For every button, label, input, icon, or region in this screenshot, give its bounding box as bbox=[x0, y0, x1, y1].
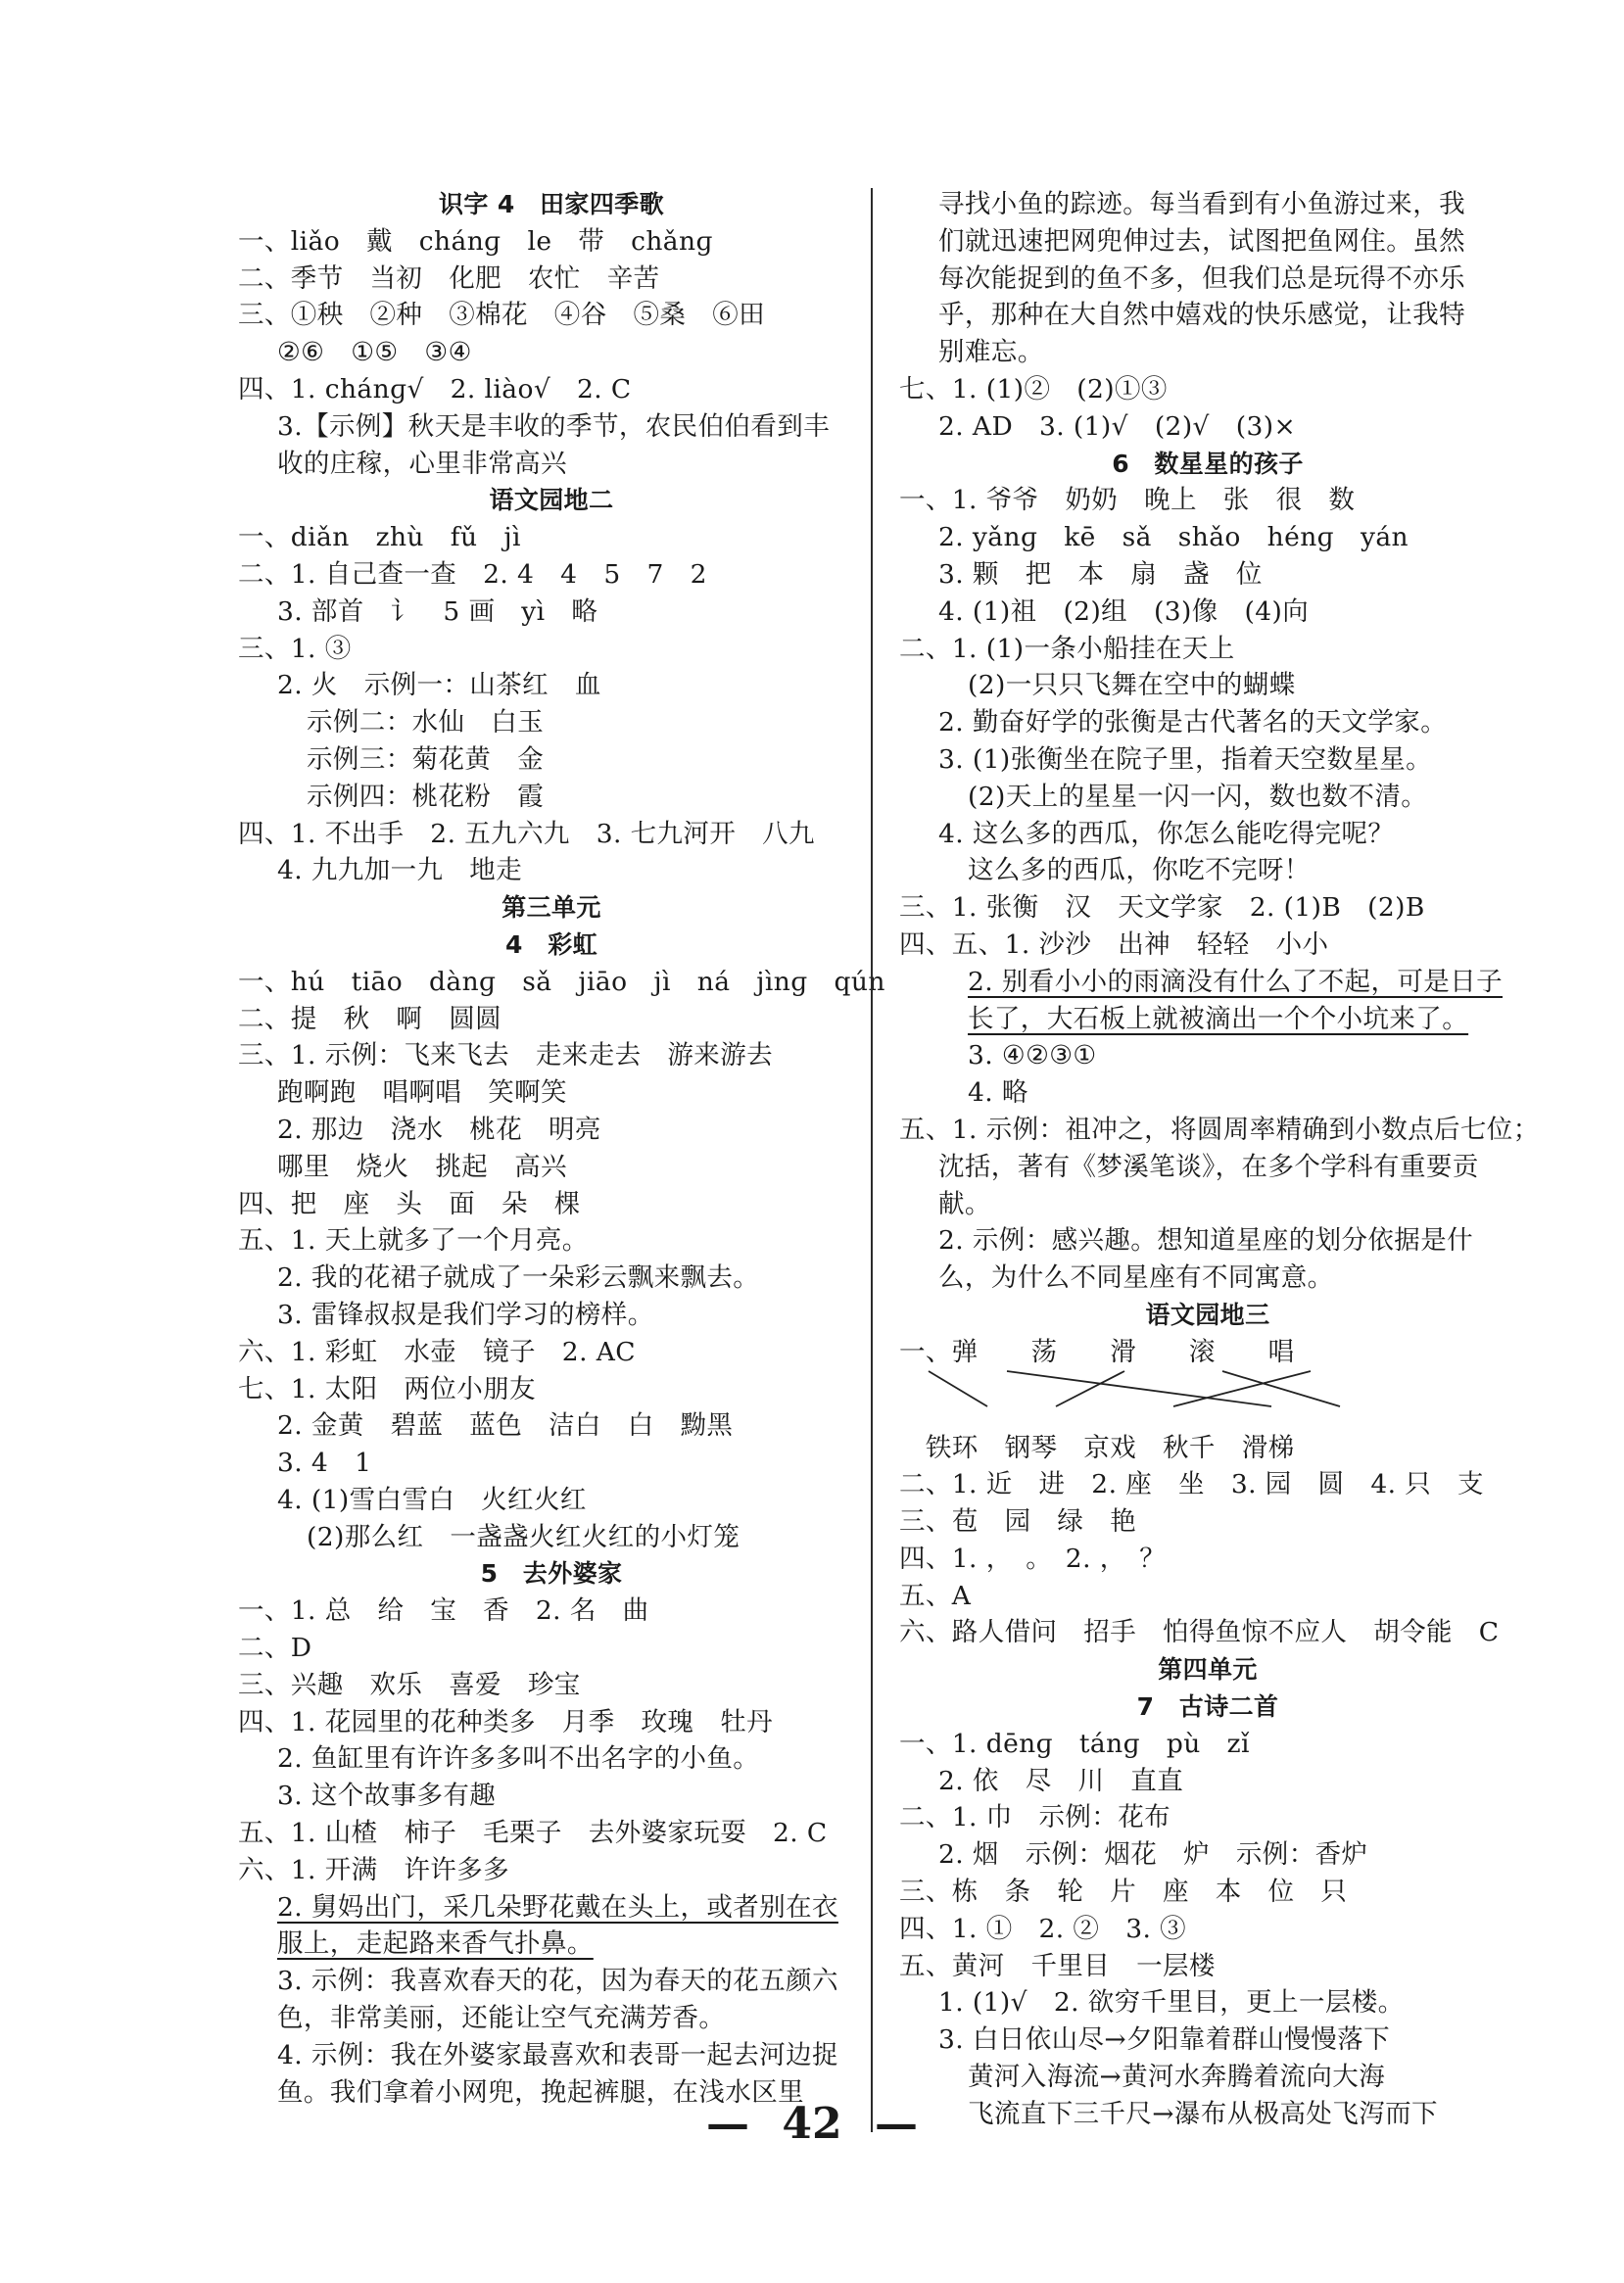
answer-line: 一、liǎo 戴 chánɡ le 带 chǎnɡ bbox=[238, 225, 713, 257]
match-line-2 bbox=[1007, 1371, 1271, 1406]
section-heading: 7 古诗二首 bbox=[1136, 1692, 1279, 1722]
answer-line: 3. ④②③① bbox=[968, 1040, 1097, 1071]
answer-line: 2. 鱼缸里有许许多多叫不出名字的小鱼。 bbox=[277, 1743, 760, 1775]
answer-line: 3. (1)张衡坐在院子里，指着天空数星星。 bbox=[938, 743, 1433, 775]
footer-dash-right: — bbox=[874, 2099, 918, 2149]
answer-line: 示例四：桃花粉 霞 bbox=[307, 781, 545, 812]
answer-line: 4. 九九加一九 地走 bbox=[277, 855, 523, 886]
answer-line: 2. AD 3. (1)√ (2)√ (3)× bbox=[938, 410, 1297, 442]
answer-line: 沈括，著有《梦溪笔谈》，在多个学科有重要贡 bbox=[938, 1151, 1479, 1182]
answer-line: ②⑥ ①⑤ ③④ bbox=[277, 337, 472, 368]
answer-line: 2. 舅妈出门，采几朵野花戴在头上，或者别在衣 bbox=[277, 1891, 838, 1923]
answer-line: 一、hú tiāo dànɡ sǎ jiāo jì ná jìnɡ qún bbox=[238, 966, 885, 997]
section-heading: 语文园地二 bbox=[489, 486, 614, 515]
answer-line: 三、①秧 ②种 ③棉花 ④谷 ⑤桑 ⑥田 bbox=[238, 300, 765, 331]
answer-line: 3.【示例】秋天是丰收的季节，农民伯伯看到丰 bbox=[277, 410, 831, 442]
answer-line: 飞流直下三千尺→瀑布从极高处飞泻而下 bbox=[968, 2098, 1438, 2129]
answer-line: 二、1. 巾 示例：花布 bbox=[899, 1802, 1171, 1833]
answer-line: 三、栋 条 轮 片 座 本 位 只 bbox=[899, 1877, 1348, 1908]
answer-line: 收的庄稼，心里非常高兴 bbox=[277, 448, 567, 479]
right-column bbox=[899, 186, 1540, 2133]
section-heading: 第三单元 bbox=[502, 893, 601, 923]
answer-line: 别难忘。 bbox=[938, 337, 1044, 368]
answer-line: 三、1. 示例：飞来飞去 走来走去 游来游去 bbox=[238, 1040, 774, 1071]
answer-line: 3. 雷锋叔叔是我们学习的榜样。 bbox=[277, 1299, 654, 1330]
answer-line: 1. (1)√ 2. 欲穷千里目，更上一层楼。 bbox=[938, 1987, 1405, 2019]
answer-line: 六、1. 开满 许许多多 bbox=[238, 1854, 510, 1885]
answer-line: 乎，那种在大自然中嬉戏的快乐感觉，让我特 bbox=[938, 300, 1465, 331]
answer-line: 三、苞 园 绿 艳 bbox=[899, 1506, 1137, 1538]
answer-line: 铁环 钢琴 京戏 秋千 滑梯 bbox=[899, 1432, 1295, 1463]
answer-line: 们就迅速把网兜伸过去，试图把鱼网住。虽然 bbox=[938, 225, 1465, 257]
answer-line: 七、1. 太阳 两位小朋友 bbox=[238, 1373, 536, 1404]
matching-lines-svg bbox=[899, 1363, 1350, 1412]
left-column bbox=[238, 186, 885, 2111]
answer-line: 4. 示例：我在外婆家最喜欢和表哥一起去河边捉 bbox=[277, 2039, 838, 2070]
answer-line: 3. 白日依山尽→夕阳靠着群山慢慢落下 bbox=[938, 2024, 1391, 2056]
answer-line: 4. 这么多的西瓜，你怎么能吃得完呢？ bbox=[938, 818, 1395, 849]
answer-line: 二、1. (1)一条小船挂在天上 bbox=[899, 633, 1235, 664]
answer-line: 2. 依 尽 川 直直 bbox=[938, 1765, 1184, 1796]
answer-line: 五、A bbox=[899, 1580, 972, 1611]
section-heading: 语文园地三 bbox=[1145, 1300, 1270, 1329]
answer-line: 2. 那边 浇水 桃花 明亮 bbox=[277, 1114, 601, 1145]
answer-line: 3. 4 1 bbox=[277, 1448, 372, 1479]
answer-line: 二、D bbox=[238, 1633, 312, 1664]
answer-line: (2)天上的星星一闪一闪，数也数不清。 bbox=[968, 781, 1428, 812]
answer-line: (2)一只只飞舞在空中的蝴蝶 bbox=[968, 670, 1296, 701]
answer-line: 二、季节 当初 化肥 农忙 辛苦 bbox=[238, 262, 660, 294]
section-heading: 识字 4 田家四季歌 bbox=[438, 190, 665, 218]
answer-line: 长了，大石板上就被滴出一个个小坑来了。 bbox=[968, 1003, 1469, 1034]
answer-line: 一、1. 爷爷 奶奶 晚上 张 很 数 bbox=[899, 485, 1356, 516]
column-divider bbox=[871, 188, 873, 2132]
answer-line: 这么多的西瓜，你吃不完呀！ bbox=[968, 855, 1311, 886]
answer-line: 跑啊跑 唱啊唱 笑啊笑 bbox=[277, 1077, 567, 1109]
answer-line: 3. 这个故事多有趣 bbox=[277, 1781, 497, 1812]
answer-line: 四、1. 不出手 2. 五九六九 3. 七九河开 八九 bbox=[238, 818, 815, 849]
answer-line: 一、1. 总 给 宝 香 2. 名 曲 bbox=[238, 1595, 649, 1627]
answer-line: 三、兴趣 欢乐 喜爱 珍宝 bbox=[238, 1669, 581, 1700]
answer-line: 四、把 座 头 面 朵 棵 bbox=[238, 1188, 581, 1219]
answer-line: 服上，走起路来香气扑鼻。 bbox=[277, 1928, 594, 1960]
answer-line: 五、1. 示例：祖冲之，将圆周率精确到小数点后七位； bbox=[899, 1114, 1540, 1145]
answer-line: 四、1. ， 。 2. ， ？ bbox=[899, 1543, 1167, 1574]
answer-line: 三、1. 张衡 汉 天文学家 2. (1)B (2)B bbox=[899, 892, 1425, 924]
answer-line: 黄河入海流→黄河水奔腾着流向大海 bbox=[968, 2062, 1386, 2093]
answer-line: 色，非常美丽，还能让空气充满芳香。 bbox=[277, 2003, 726, 2034]
answer-line: 五、1. 山楂 柿子 毛栗子 去外婆家玩耍 2. C bbox=[238, 1818, 828, 1849]
answer-line: 三、1. ③ bbox=[238, 633, 352, 664]
section-heading: 6 数星星的孩子 bbox=[1112, 449, 1304, 478]
footer-dash-left: — bbox=[706, 2099, 750, 2149]
section-heading: 5 去外婆家 bbox=[480, 1559, 623, 1589]
answer-line: 四、五、1. 沙沙 出神 轻轻 小小 bbox=[899, 928, 1329, 960]
answer-line: 么，为什么不同星座有不同寓意。 bbox=[938, 1262, 1334, 1294]
matching-lines bbox=[899, 1371, 1516, 1430]
answer-line: 每次能捉到的鱼不多，但我们总是玩得不亦乐 bbox=[938, 262, 1465, 294]
answer-line: 4. (1)祖 (2)组 (3)像 (4)向 bbox=[938, 595, 1310, 627]
answer-line: 2. 勤奋好学的张衡是古代著名的天文学家。 bbox=[938, 707, 1448, 738]
answer-line: 2. 我的花裙子就成了一朵彩云飘来飘去。 bbox=[277, 1262, 760, 1294]
answer-line: 哪里 烧火 挑起 高兴 bbox=[277, 1151, 567, 1182]
page-footer bbox=[0, 2099, 1624, 2149]
answer-line: 示例三：菊花黄 金 bbox=[307, 743, 545, 775]
answer-line: 二、提 秋 啊 圆圆 bbox=[238, 1003, 502, 1034]
answer-line: 寻找小鱼的踪迹。每当看到有小鱼游过来，我 bbox=[938, 189, 1465, 219]
answer-line: 六、1. 彩虹 水壶 镜子 2. AC bbox=[238, 1336, 636, 1367]
answer-line: 示例二：水仙 白玉 bbox=[307, 707, 545, 738]
answer-line: (2)那么红 一盏盏火红火红的小灯笼 bbox=[307, 1521, 740, 1552]
answer-line: 四、1. chánɡ√ 2. liào√ 2. C bbox=[238, 373, 632, 404]
match-line-1 bbox=[929, 1371, 987, 1406]
answer-line: 二、1. 近 进 2. 座 坐 3. 园 圆 4. 只 支 bbox=[899, 1469, 1484, 1500]
answer-line: 2. 金黄 碧蓝 蓝色 洁白 白 黝黑 bbox=[277, 1410, 734, 1442]
answer-line: 二、1. 自己查一查 2. 4 4 5 7 2 bbox=[238, 558, 707, 590]
answer-line: 2. 示例：感兴趣。想知道星座的划分依据是什 bbox=[938, 1225, 1474, 1257]
answer-line: 3. 颗 把 本 扇 盏 位 bbox=[938, 558, 1263, 590]
answer-line: 七、1. (1)② (2)①③ bbox=[899, 373, 1168, 404]
match-line-3 bbox=[1056, 1371, 1124, 1406]
answer-line: 4. (1)雪白雪白 火红火红 bbox=[277, 1484, 587, 1515]
answer-line: 六、路人借问 招手 怕得鱼惊不应人 胡令能 C bbox=[899, 1617, 1500, 1648]
answer-line: 3. 部首 讠 5 画 yì 略 bbox=[277, 595, 598, 627]
answer-line: 2. 火 示例一：山茶红 血 bbox=[277, 670, 601, 701]
answer-line: 献。 bbox=[938, 1188, 991, 1219]
answer-line: 鱼。我们拿着小网兜，挽起裤腿，在浅水区里 bbox=[277, 2076, 804, 2108]
answer-line: 四、1. 花园里的花种类多 月季 玫瑰 牡丹 bbox=[238, 1706, 774, 1737]
answer-line: 4. 略 bbox=[968, 1077, 1028, 1109]
answer-line: 2. yǎnɡ kē sǎ shǎo hénɡ yán bbox=[938, 522, 1409, 553]
page-number: 42 bbox=[782, 2099, 842, 2149]
section-heading: 第四单元 bbox=[1158, 1655, 1258, 1685]
answer-line: 一、diǎn zhù fǔ jì bbox=[238, 522, 521, 553]
answer-line: 2. 烟 示例：烟花 炉 示例：香炉 bbox=[938, 1839, 1368, 1871]
answer-line: 四、1. ① 2. ② 3. ③ bbox=[899, 1913, 1187, 1944]
answer-line: 2. 别看小小的雨滴没有什么了不起，可是日子 bbox=[968, 966, 1504, 997]
answer-line: 3. 示例：我喜欢春天的花，因为春天的花五颜六 bbox=[277, 1966, 838, 1997]
answer-line: 五、1. 天上就多了一个月亮。 bbox=[238, 1225, 589, 1257]
section-heading: 4 彩虹 bbox=[505, 929, 597, 959]
answer-line: 一、1. dēnɡ tánɡ pù zǐ bbox=[899, 1728, 1250, 1759]
answer-line: 五、黄河 千里目 一层楼 bbox=[899, 1950, 1216, 1981]
answer-line: 一、弹 荡 滑 滚 唱 bbox=[899, 1336, 1295, 1367]
